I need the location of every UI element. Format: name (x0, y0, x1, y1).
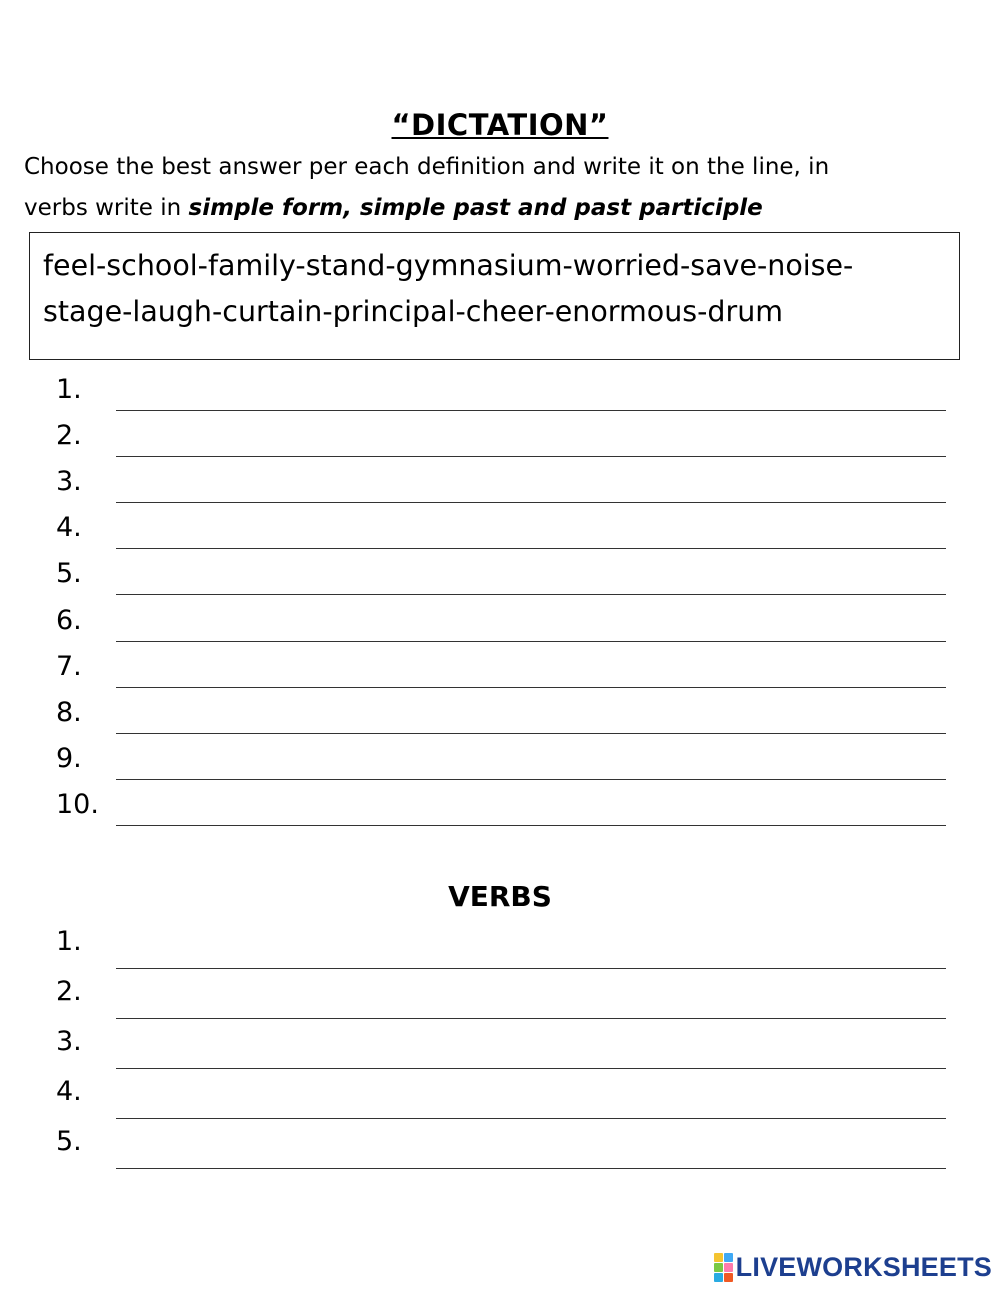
instruction-line-2 (24, 195, 984, 221)
answer-write-line[interactable] (116, 502, 946, 503)
verb-answer-write-line[interactable] (116, 1018, 946, 1019)
verb-answer-number: 3. (56, 1026, 82, 1057)
answer-write-line[interactable] (116, 687, 946, 688)
verb-answer-number: 2. (56, 976, 82, 1007)
verb-answer-row (0, 976, 1000, 1022)
instruction-emphasis: simple form, simple past and past participle (188, 195, 763, 221)
verb-answer-write-line[interactable] (116, 1068, 946, 1069)
verb-answer-number: 4. (56, 1076, 82, 1107)
answer-write-line[interactable] (116, 825, 946, 826)
answer-write-line[interactable] (116, 410, 946, 411)
verb-answer-row (0, 1126, 1000, 1172)
answer-write-line[interactable] (116, 456, 946, 457)
answer-row (0, 374, 1000, 420)
answer-row (0, 697, 1000, 743)
answer-number: 7. (56, 650, 82, 682)
verb-answer-number: 5. (56, 1126, 82, 1157)
answer-number: 9. (56, 742, 82, 774)
answer-number: 10. (56, 788, 99, 820)
instruction-line-1: Choose the best answer per each definition and write it on the line, in (24, 154, 830, 180)
verb-answer-write-line[interactable] (116, 1118, 946, 1119)
logo-blocks-icon (714, 1253, 733, 1282)
verb-answer-row (0, 926, 1000, 972)
verb-answer-row (0, 1026, 1000, 1072)
answer-row (0, 558, 1000, 604)
answer-number: 1. (56, 374, 82, 405)
word-bank-line-2: stage-laugh-curtain-principal-cheer-enormous-drum (43, 295, 784, 328)
instruction-prefix: verbs write in (24, 195, 189, 221)
answer-number: 5. (56, 558, 82, 590)
answer-row (0, 651, 1000, 697)
worksheet-title: “DICTATION” (391, 108, 609, 142)
answer-number: 3. (56, 466, 82, 498)
logo-text: LIVEWORKSHEETS (735, 1252, 992, 1282)
answer-write-line[interactable] (116, 733, 946, 734)
answer-number: 8. (56, 696, 82, 728)
answer-write-line[interactable] (116, 594, 946, 595)
answer-write-line[interactable] (116, 548, 946, 549)
answer-write-line[interactable] (116, 641, 946, 642)
verb-answer-row (0, 1076, 1000, 1122)
word-bank-line-1: feel-school-family-stand-gymnasium-worried-save-noise- (43, 249, 854, 282)
liveworksheets-logo (714, 1252, 992, 1283)
answer-row (0, 466, 1000, 512)
answer-row (0, 743, 1000, 789)
answer-number: 4. (56, 512, 82, 544)
verb-answer-number: 1. (56, 926, 82, 957)
answer-row (0, 789, 1000, 835)
answer-row (0, 512, 1000, 558)
verb-answer-write-line[interactable] (116, 1168, 946, 1169)
verbs-heading: VERBS (448, 880, 552, 913)
word-bank-box (29, 232, 960, 360)
answer-write-line[interactable] (116, 779, 946, 780)
answer-number: 2. (56, 420, 82, 452)
answer-row (0, 420, 1000, 466)
answer-number: 6. (56, 604, 82, 636)
verb-answer-write-line[interactable] (116, 968, 946, 969)
answer-row (0, 605, 1000, 651)
